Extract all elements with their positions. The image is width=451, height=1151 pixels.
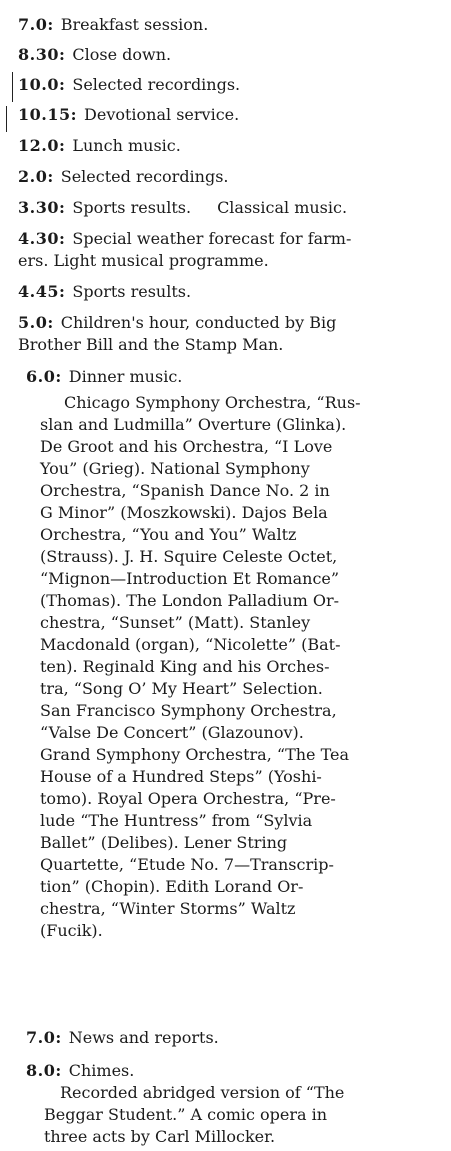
listing-line: (Thomas). The London Palladium Or- xyxy=(40,591,339,610)
listing-line: You” (Grieg). National Symphony xyxy=(40,459,310,478)
listing-line: (Strauss). J. H. Squire Celeste Octet, xyxy=(40,547,338,566)
listing-line: Grand Symphony Orchestra, “The Tea xyxy=(40,745,350,764)
listing-line: ten). Reginald King and his Orches- xyxy=(40,657,330,676)
entry-title: Lunch music. xyxy=(72,136,181,155)
entry-time: 5.0: xyxy=(18,313,54,332)
listing-line: chestra, “Winter Storms” Waltz xyxy=(40,899,296,918)
entry-time: 4.30: xyxy=(18,229,66,248)
listing-line: G Minor” (Moszkowski). Dajos Bela xyxy=(40,503,328,522)
entry-title: News and reports. xyxy=(68,1028,219,1047)
entry-title: Breakfast session. xyxy=(60,15,209,34)
listing-line: Macdonald (organ), “Nicolette” (Bat- xyxy=(40,635,341,654)
entry-title-continued: Brother Bill and the Stamp Man. xyxy=(18,335,284,354)
chimes-description xyxy=(44,1082,443,1148)
entry-title: Chimes. xyxy=(68,1061,135,1080)
listing-line: Ballet” (Delibes). Lener String xyxy=(40,833,288,852)
schedule-entry xyxy=(18,14,443,36)
entry-title: Dinner music. xyxy=(68,367,183,386)
description-line: three acts by Carl Millocker. xyxy=(44,1127,276,1146)
entry-time: 8.0: xyxy=(26,1061,62,1080)
entry-time: 12.0: xyxy=(18,136,66,155)
listing-line: tomo). Royal Opera Orchestra, “Pre- xyxy=(40,789,336,808)
schedule-entry xyxy=(26,366,451,388)
entry-time: 3.30: xyxy=(18,198,66,217)
description-line: Beggar Student.” A comic opera in xyxy=(44,1105,328,1124)
entry-extra: Classical music. xyxy=(217,198,348,217)
listing-line: slan and Ludmilla” Overture (Glinka). xyxy=(40,415,347,434)
entry-title: Sports results. xyxy=(72,198,192,217)
listing-line: (Fucik). xyxy=(40,921,103,940)
entry-time: 7.0: xyxy=(18,15,54,34)
schedule-entry xyxy=(18,312,443,356)
entry-time: 2.0: xyxy=(18,167,54,186)
schedule-entry xyxy=(26,1060,451,1082)
listing-line: lude “The Huntress” from “Sylvia xyxy=(40,811,313,830)
listing-line: tion” (Chopin). Edith Lorand Or- xyxy=(40,877,304,896)
entry-time: 10.15: xyxy=(18,105,78,124)
listing-line: tra, “Song O’ My Heart” Selection. xyxy=(40,679,323,698)
entry-title: Selected recordings. xyxy=(60,167,229,186)
entry-time: 10.0: xyxy=(18,75,66,94)
listing-line: “Mignon—Introduction Et Romance” xyxy=(40,569,340,588)
entry-time: 4.45: xyxy=(18,282,66,301)
schedule-entry xyxy=(18,197,443,219)
listing-line: chestra, “Sunset” (Matt). Stanley xyxy=(40,613,311,632)
entry-title: Special weather forecast for farm- xyxy=(72,229,352,248)
entry-title: Close down. xyxy=(72,45,172,64)
entry-title: Sports results. xyxy=(72,282,192,301)
listing-line: De Groot and his Orchestra, “I Love xyxy=(40,437,333,456)
description-line: Recorded abridged version of “The xyxy=(60,1083,345,1102)
listing-line: Orchestra, “You and You” Waltz xyxy=(40,525,297,544)
margin-mark xyxy=(12,72,13,102)
entry-title-continued: ers. Light musical programme. xyxy=(18,251,269,270)
entry-time: 8.30: xyxy=(18,45,66,64)
schedule-entry xyxy=(18,135,443,157)
listing-line: House of a Hundred Steps” (Yoshi- xyxy=(40,767,322,786)
schedule-entry xyxy=(18,74,443,96)
entry-title: Selected recordings. xyxy=(72,75,241,94)
schedule-entry xyxy=(18,104,443,126)
listing-line: Orchestra, “Spanish Dance No. 2 in xyxy=(40,481,330,500)
listing-line: San Francisco Symphony Orchestra, xyxy=(40,701,337,720)
entry-title: Devotional service. xyxy=(84,105,240,124)
margin-mark xyxy=(6,106,7,132)
listing-line: Chicago Symphony Orchestra, “Rus- xyxy=(64,393,361,412)
schedule-entry xyxy=(18,281,443,303)
dinner-music-listing xyxy=(40,392,443,942)
entry-title: Children's hour, conducted by Big xyxy=(60,313,337,332)
entry-time: 7.0: xyxy=(26,1028,62,1047)
schedule-entry xyxy=(26,1027,451,1049)
schedule-entry xyxy=(18,166,443,188)
listing-line: Quartette, “Etude No. 7—Transcrip- xyxy=(40,855,334,874)
entry-time: 6.0: xyxy=(26,367,62,386)
listing-line: “Valse De Concert” (Glazounov). xyxy=(40,723,304,742)
schedule-entry xyxy=(18,228,443,272)
schedule-entry xyxy=(18,44,443,66)
